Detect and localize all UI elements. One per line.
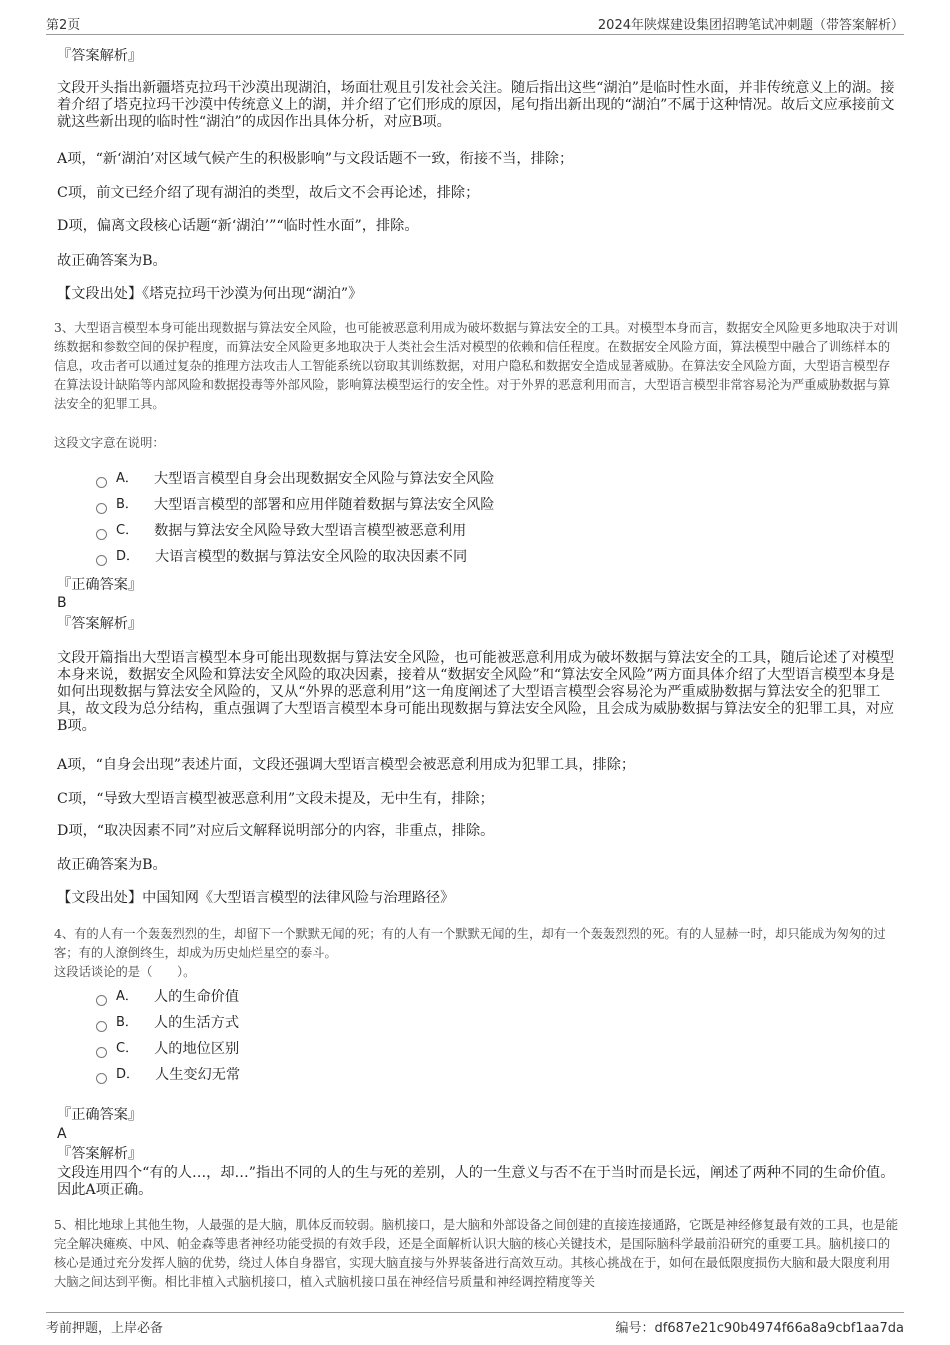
q2-source: 【文段出处】《塔克拉玛干沙漠为何出现“湖泊”》 <box>57 286 363 302</box>
q5-text: 5、相比地球上其他生物，人最强的是大脑，肌体反而较弱。脑机接口，是大脑和外部设备之间创建的直接连接通路，它既是神经修复最有效的工具，也是能完全解决瘫痪、中风、帕金森等患者神经功能受损的有效手段，还是全面解析认识大脑的核心关键技术，是国际脑科学最前沿研究的重要工具。脑机接口的核心是通过充分发挥人脑的优势，绕过人体自身器官，实现大脑直接与外界装备进行高效互动。其核心挑战在于，如何在最低限度损伤大脑和最大限度利用大脑之间达到平衡。相比非植入式脑机接口，植入式脑机接口虽在神经信号质量和神经调控精度等关 <box>54 1218 899 1289</box>
q4-analysis-label: 『答案解析』 <box>57 1146 143 1162</box>
q3-answer: B <box>57 595 67 611</box>
page-number: 第2页 <box>46 18 81 33</box>
q3-analysis: 文段开篇指出大型语言模型本身可能出现数据与算法安全风险，也可能被恶意利用成为破坏数据与算法安全的工具，随后论述了对模型本身来说，数据安全风险和算法安全风险的取决因素，接着从“数据安全风险”和“算法安全风险”两方面具体介绍了大型语言模型本身是如何出现数据与算法安全风险的，又从“外界的恶意利用”这一角度阐述了大型语言模型会容易沦为严重威胁数据与算法安全的犯罪工具，故文段为总分结构，重点强调了大型语言模型本身可能出现数据与算法安全风险，且会成为威胁数据与算法安全的犯罪工具，对应B项。 <box>57 650 895 734</box>
q3-analysis-a: A项，“自身会出现”表述片面，文段还强调大型语言模型会被恶意利用成为犯罪工具，排除； <box>57 757 636 773</box>
q3-analysis-label: 『答案解析』 <box>57 616 143 632</box>
q3-source: 【文段出处】中国知网《大型语言模型的法律风险与治理路径》 <box>57 890 455 906</box>
q4-option-d[interactable]: D． 人生变幻无常 <box>96 1066 240 1084</box>
q2-analysis-d: D项，偏离文段核心话题“新‘湖泊’”“临时性水面”，排除。 <box>57 218 419 234</box>
q2-conclusion: 故正确答案为B。 <box>57 253 167 269</box>
radio-icon[interactable] <box>96 503 107 514</box>
radio-icon[interactable] <box>96 1021 107 1032</box>
q4-answer: A <box>57 1126 67 1142</box>
radio-icon[interactable] <box>96 477 107 488</box>
q4-analysis: 文段连用四个“有的人…，却…”指出不同的人的生与死的差别，人的一生意义与否不在于当时而是长远，阐述了两种不同的生命价值。因此A项正确。 <box>57 1165 895 1198</box>
q2-analysis-a: A项，“新‘湖泊’对区域气候产生的积极影响”与文段话题不一致，衔接不当，排除； <box>57 151 574 167</box>
q3-stem: 这段文字意在说明： <box>54 436 165 450</box>
q4-option-c[interactable]: C． 人的地位区别 <box>96 1040 239 1058</box>
q2-analysis-label: 『答案解析』 <box>57 48 143 64</box>
radio-icon[interactable] <box>96 1047 107 1058</box>
page-footer <box>46 1312 904 1335</box>
q3-option-a[interactable]: A． 大型语言模型自身会出现数据安全风险与算法安全风险 <box>96 470 494 488</box>
q3-analysis-d: D项，“取决因素不同”对应后文解释说明部分的内容，非重点，排除。 <box>57 823 495 839</box>
q4-stem: 这段话谈论的是（ ）。 <box>54 965 196 979</box>
q3-analysis-c: C项，“导致大型语言模型被恶意利用”文段未提及，无中生有，排除； <box>57 791 494 807</box>
q3-option-d[interactable]: D． 大语言模型的数据与算法安全风险的取决因素不同 <box>96 548 467 566</box>
radio-icon[interactable] <box>96 529 107 540</box>
q4-answer-label: 『正确答案』 <box>57 1107 143 1123</box>
q3-answer-label: 『正确答案』 <box>57 577 143 593</box>
q2-analysis-c: C项，前文已经介绍了现有湖泊的类型，故后文不会再论述，排除； <box>57 185 480 201</box>
q2-analysis: 文段开头指出新疆塔克拉玛干沙漠出现湖泊，场面壮观且引发社会关注。随后指出这些“湖泊”是临时性水面，并非传统意义上的湖。接着介绍了塔克拉玛干沙漠中传统意义上的湖，并介绍了它们形成的原因，尾句指出新出现的“湖泊”不属于这种情况。故后文应承接前文就这些新出现的临时性“湖泊”的成因作出具体分析，对应B项。 <box>57 80 895 130</box>
radio-icon[interactable] <box>96 555 107 566</box>
radio-icon[interactable] <box>96 995 107 1006</box>
q4-option-b[interactable]: B． 人的生活方式 <box>96 1014 239 1032</box>
q4-option-a[interactable]: A． 人的生命价值 <box>96 988 239 1006</box>
footer-slogan: 考前押题，上岸必备 <box>46 1321 164 1336</box>
document-title: 2024年陕煤建设集团招聘笔试冲刺题（带答案解析） <box>597 18 904 33</box>
q3-conclusion: 故正确答案为B。 <box>57 857 167 873</box>
q3-text: 3、大型语言模型本身可能出现数据与算法安全风险，也可能被恶意利用成为破坏数据与算法安全的工具。对模型本身而言，数据安全风险更多地取决于对训练数据和参数空间的保护程度，而算法安全风险更多地取决于人类社会生活对模型的依赖和信任程度。在数据安全风险方面，算法模型中融合了训练样本的信息，攻击者可以通过复杂的推理方法攻击人工智能系统以窃取其训练数据，对用户隐私和数据安全造成显著威胁。在算法安全风险方面，大型语言模型存在算法设计缺陷等内部风险和数据投毒等外部风险，影响算法模型运行的安全性。对于外界的恶意利用而言，大型语言模型非常容易沦为严重威胁数据与算法安全的犯罪工具。 <box>54 321 899 411</box>
q4-text: 4、有的人有一个轰轰烈烈的生，却留下一个默默无闻的死；有的人有一个默默无闻的生，却有一个轰轰烈烈的死。有的人显赫一时，却只能成为匆匆的过客；有的人潦倒终生，却成为历史灿烂星空的泰斗。 <box>54 927 886 960</box>
q3-option-c[interactable]: C． 数据与算法安全风险导致大型语言模型被恶意利用 <box>96 522 466 540</box>
page-header <box>46 12 904 35</box>
q3-option-b[interactable]: B． 大型语言模型的部署和应用伴随着数据与算法安全风险 <box>96 496 494 514</box>
radio-icon[interactable] <box>96 1073 107 1084</box>
document-code: 编号：df687e21c90b4974f66a8a9cbf1aa7da <box>615 1321 904 1336</box>
